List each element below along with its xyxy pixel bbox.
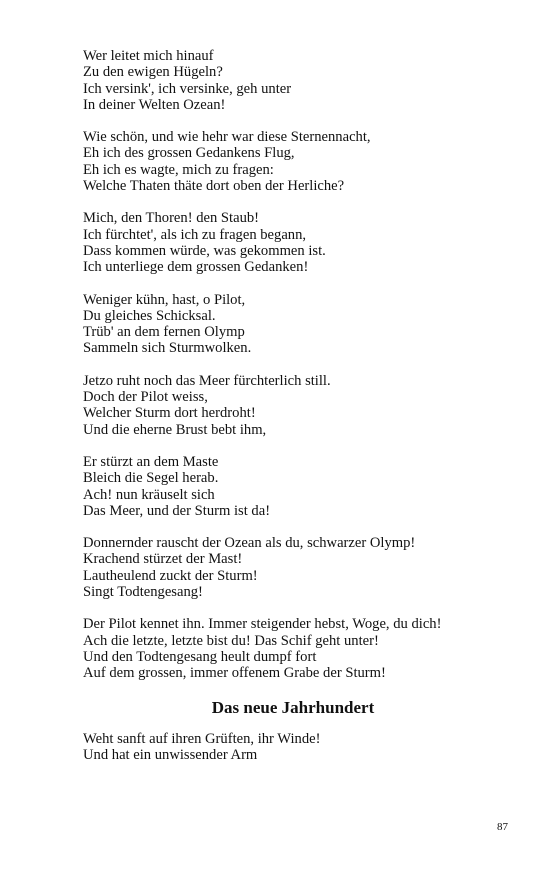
stanza	[83, 454, 523, 519]
poem-line: Dass kommen würde, was gekommen ist.	[83, 242, 326, 259]
page-number: 87	[497, 821, 508, 833]
poem-line: Jetzo ruht noch das Meer fürchterlich still.	[83, 372, 331, 389]
stanza	[83, 616, 523, 681]
poem-line: Der Pilot kennet ihn. Immer steigender hebst, Woge, du dich!	[83, 616, 442, 633]
poem-line: Mich, den Thoren! den Staub!	[83, 210, 260, 227]
poem-line: Eh ich des grossen Gedankens Flug,	[83, 145, 295, 162]
poem-line: Und den Todtengesang heult dumpf fort	[83, 648, 317, 665]
poem-line: Trüb' an dem fernen Olymp	[83, 324, 245, 341]
poem-line: Ach die letzte, letzte bist du! Das Schif geht unter!	[83, 632, 379, 649]
poem-line: Zu den ewigen Hügeln?	[83, 64, 223, 81]
poem-line: Welcher Sturm dort herdroht!	[83, 405, 256, 422]
poem-line: Weniger kühn, hast, o Pilot,	[83, 291, 246, 308]
stanza	[83, 129, 523, 194]
poem-title: Das neue Jahrhundert	[211, 697, 375, 717]
poem-line: Er stürzt an dem Maste	[83, 453, 219, 470]
stanza	[83, 292, 523, 357]
stanza	[83, 373, 523, 438]
poem-line: Ich unterliege dem grossen Gedanken!	[83, 259, 309, 276]
poem-line: Ich fürchtet', als ich zu fragen begann,	[83, 226, 307, 243]
stanza	[83, 731, 523, 764]
poem-line: In deiner Welten Ozean!	[83, 96, 226, 113]
poem-line: Singt Todtengesang!	[83, 584, 203, 601]
poem-line: Du gleiches Schicksal.	[83, 307, 216, 324]
poem-text	[83, 48, 523, 779]
poem-line: Und die eherne Brust bebt ihm,	[83, 421, 267, 438]
poem-line: Und hat ein unwissender Arm	[83, 746, 258, 763]
poem-line: Wer leitet mich hinauf	[83, 48, 214, 64]
stanza	[83, 210, 523, 275]
poem-line: Wie schön, und wie hehr war diese Sternennacht,	[83, 129, 371, 146]
stanza	[83, 48, 523, 113]
poem-line: Ach! nun kräuselt sich	[83, 486, 215, 503]
poem-line: Lautheulend zuckt der Sturm!	[83, 567, 258, 584]
poem-line: Bleich die Segel herab.	[83, 470, 219, 487]
poem-line: Weht sanft auf ihren Grüften, ihr Winde!	[83, 730, 321, 747]
poem-line: Auf dem grossen, immer offenem Grabe der Sturm!	[83, 665, 386, 682]
poem-line: Donnernder rauscht der Ozean als du, schwarzer Olymp!	[83, 535, 416, 552]
poem-line: Sammeln sich Sturmwolken.	[83, 340, 252, 357]
poem-line: Ich versink', ich versinke, geh unter	[83, 80, 292, 97]
poem-line: Krachend stürzet der Mast!	[83, 551, 243, 568]
poem-line: Doch der Pilot weiss,	[83, 389, 208, 406]
poem-line: Das Meer, und der Sturm ist da!	[83, 502, 271, 519]
poem-line: Welche Thaten thäte dort oben der Herliche?	[83, 178, 345, 195]
poem-line: Eh ich es wagte, mich zu fragen:	[83, 161, 274, 178]
stanza	[83, 535, 523, 600]
